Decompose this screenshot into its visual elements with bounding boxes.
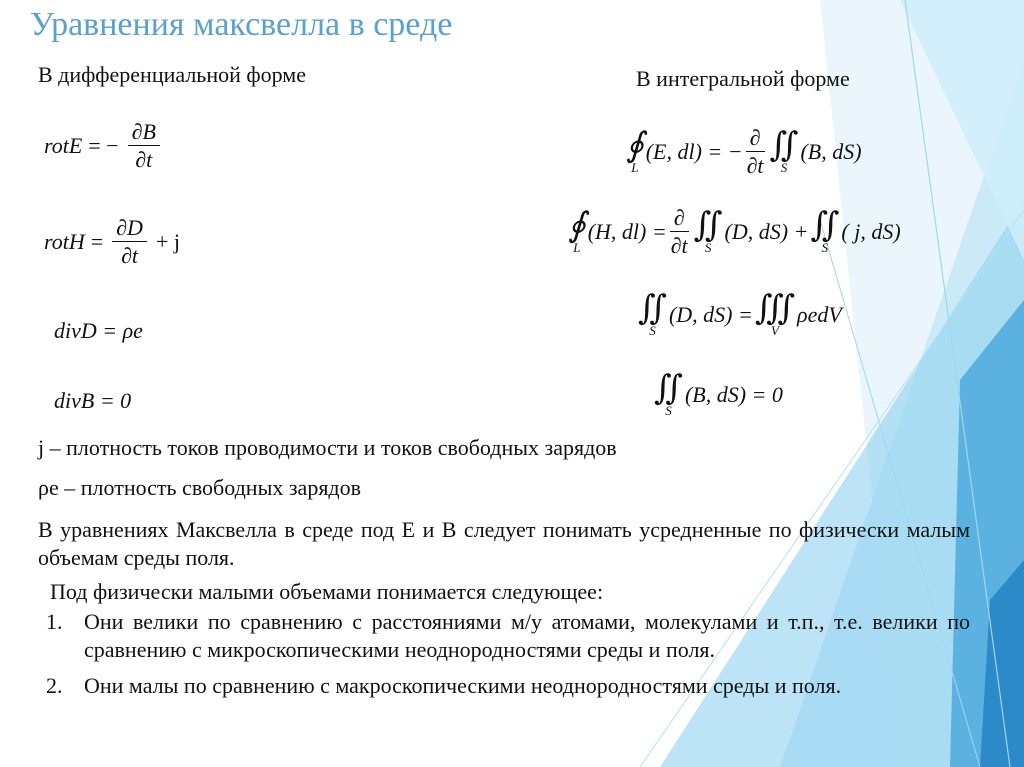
int-eq2-mid: (H, dl) = xyxy=(587,218,667,244)
volume-integral-icon: ∭ V xyxy=(754,290,796,338)
list-item-text: Они малы по сравнению с макроскопическими неоднородностями среды и поля. xyxy=(84,673,842,698)
eq-rotE xyxy=(44,120,163,171)
surface-integral-icon: ∬ S xyxy=(693,207,723,256)
int-eq-ampere xyxy=(566,206,901,257)
rotH-numerator: ∂D xyxy=(112,216,147,242)
int-eq-gauss-D xyxy=(636,292,842,337)
surface-integral-icon: ∬ S xyxy=(810,207,840,256)
int-eq4-tail: (B, dS) = 0 xyxy=(684,381,783,407)
rotH-fraction xyxy=(112,216,147,267)
int-eq3-mid: (D, dS) = xyxy=(668,301,753,327)
list-item-number: 1. xyxy=(46,609,63,634)
contour-integral-icon: ∮ L xyxy=(626,127,644,176)
averaged-fields-note: В уравнениях Максвелла в среде под E и B следует понимать усредненные по физически малым объемам среды поля. xyxy=(38,517,970,570)
list-item-number: 2. xyxy=(46,673,63,698)
int-eq2-fraction: $\frac{\partial}{\partial t}$ xyxy=(670,205,688,259)
list-item xyxy=(46,672,970,702)
int-eq2-term: (D, dS) + xyxy=(724,218,809,244)
int-eq-faraday xyxy=(624,126,862,177)
eq-rotH xyxy=(44,216,186,267)
surface-integral-icon: ∬ S xyxy=(769,127,799,176)
rotE-numerator: ∂B xyxy=(128,120,160,146)
rotE-fraction xyxy=(128,120,160,171)
rotH-eq: = xyxy=(90,228,104,254)
rotH-tail: + j xyxy=(155,228,180,254)
differential-form-heading: В дифференциальной форме xyxy=(38,62,306,87)
slide-title: Уравнения максвелла в среде xyxy=(30,6,453,43)
rotE-denominator: ∂t xyxy=(135,147,153,173)
rotE-eq: = − xyxy=(88,132,119,158)
int-eq1-mid: (E, dl) = − xyxy=(645,138,743,164)
j-definition: j – плотность токов проводимости и токов свободных зарядов xyxy=(38,435,617,460)
rotE-lhs: rotE xyxy=(44,132,83,158)
int-eq2-tail: ( j, dS) xyxy=(841,218,901,244)
rotH-denominator: ∂t xyxy=(121,243,139,269)
int-eq1-fraction: $\frac{\partial}{\partial t}$ xyxy=(746,125,764,179)
integral-form-heading: В интегральной форме xyxy=(636,66,850,91)
surface-integral-icon: ∬ S xyxy=(638,290,667,338)
eq-divB: divB = 0 xyxy=(54,388,132,413)
rho-definition: ρe – плотность свободных зарядов xyxy=(38,475,362,500)
list-item xyxy=(46,608,970,668)
int-eq1-tail: (B, dS) xyxy=(800,138,862,164)
contour-integral-icon: ∮ L xyxy=(568,207,586,256)
int-eq3-tail: ρedV xyxy=(797,301,842,327)
list-item-text: Они велики по сравнению с расстояниями м/у атомами, молекулами и т.п., т.е. велики по сравнению с микроскопическими неоднородностями среды и поля. xyxy=(84,609,970,662)
int-eq-gauss-B xyxy=(652,372,783,417)
rotH-lhs: rotH xyxy=(44,228,85,254)
eq-divD: divD = ρe xyxy=(54,318,143,343)
surface-integral-icon: ∬ S xyxy=(654,370,683,418)
small-volumes-intro: Под физически малыми объемами понимается следующее: xyxy=(50,579,604,604)
